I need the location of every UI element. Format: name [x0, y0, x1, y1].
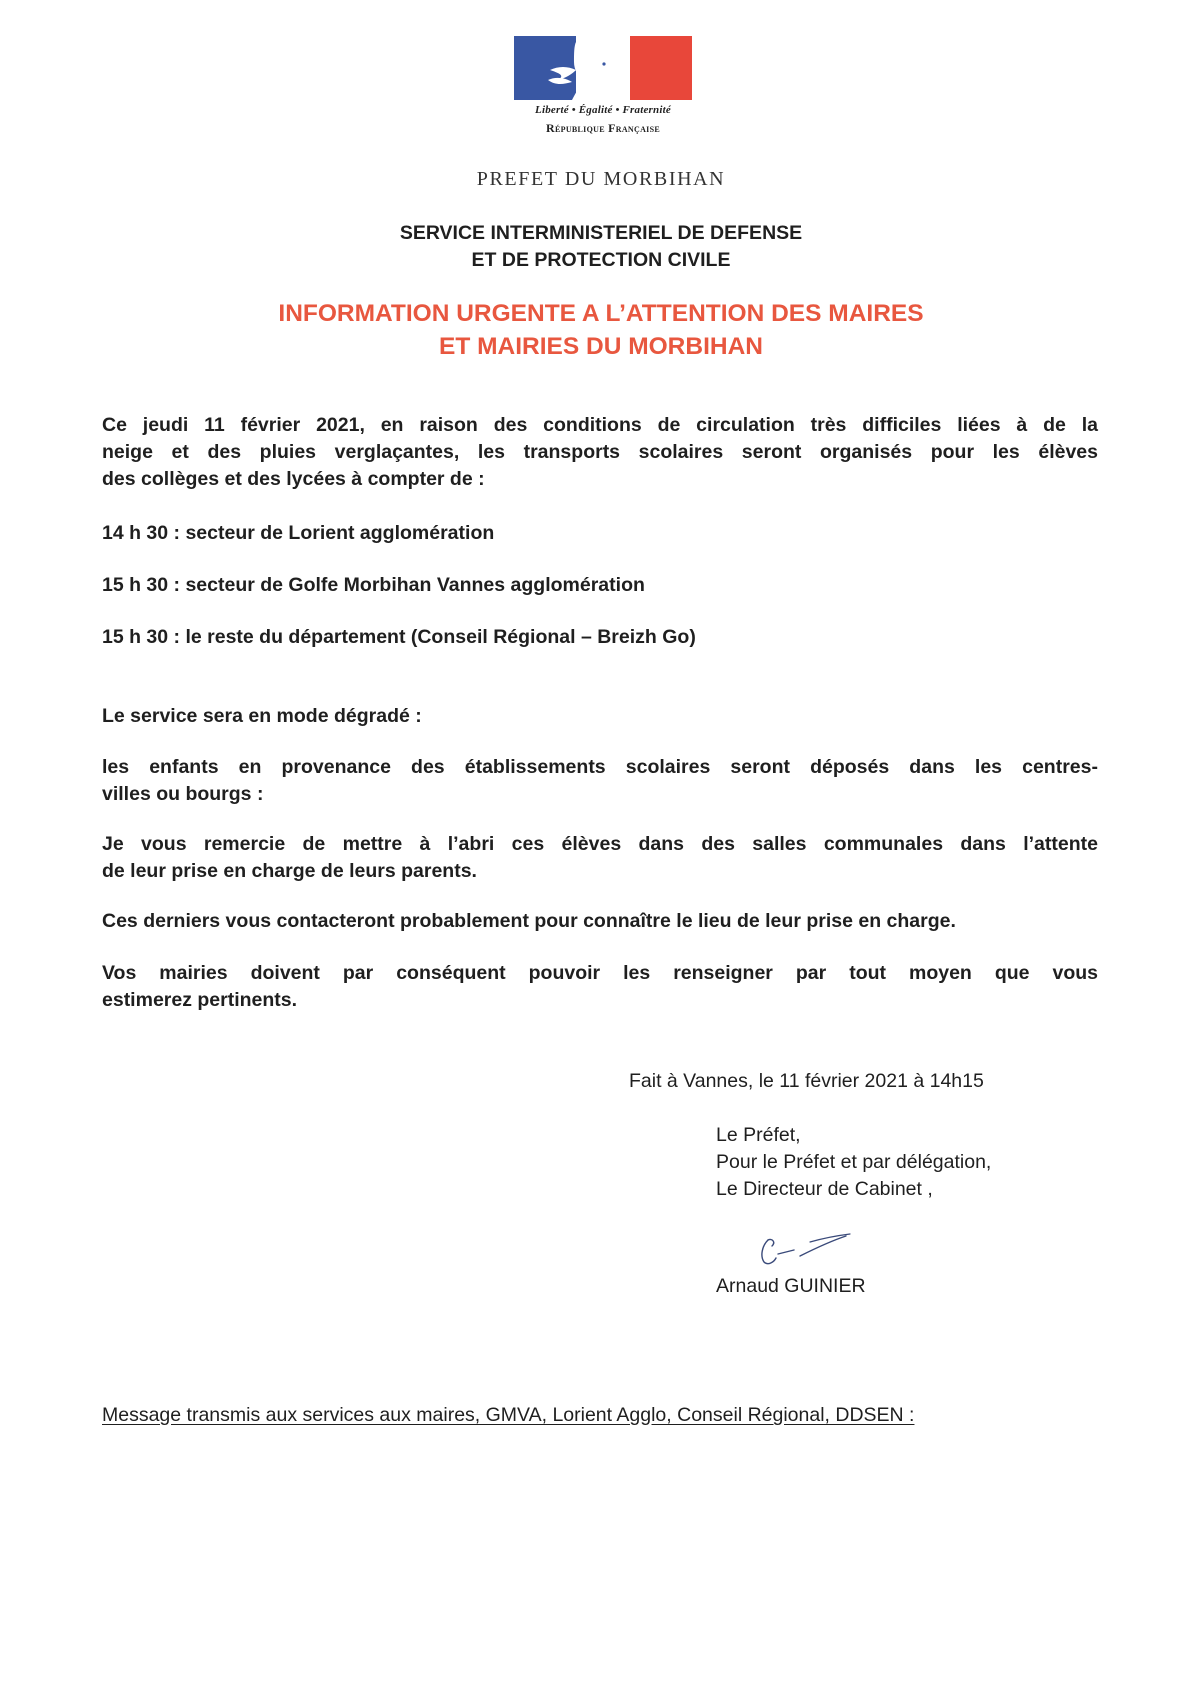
contact-line: Ces derniers vous contacteront probablement pour connaître le lieu de leur prise en charge. — [102, 910, 956, 932]
transmission-note: Message transmis aux services aux maires, GMVA, Lorient Agglo, Conseil Régional, DDSEN : — [102, 1404, 915, 1426]
schedule-line-3: 15 h 30 : le reste du département (Conseil Régional – Breizh Go) — [102, 626, 696, 648]
signatory-name: Arnaud GUINIER — [716, 1275, 866, 1297]
marianne-logo — [514, 36, 692, 100]
intro-line-1: Ce jeudi 11 février 2021, en raison des conditions de circulation très difficiles liées à de la — [102, 414, 1098, 436]
contact-paragraph — [102, 908, 1098, 935]
service-heading — [0, 220, 1202, 274]
inform-line-2: estimerez pertinents. — [102, 989, 298, 1011]
children-line-1: les enfants en provenance des établissements scolaires seront déposés dans les centres- — [102, 756, 1098, 778]
degraded-mode — [102, 703, 1098, 730]
urgent-title-line-1: INFORMATION URGENTE A L’ATTENTION DES MAIRES — [278, 300, 924, 327]
urgent-title — [0, 297, 1202, 363]
republic-motto: Liberté • Égalité • Fraternité — [535, 104, 671, 116]
inform-line-1: Vos mairies doivent par conséquent pouvoir les renseigner par tout moyen que vous — [102, 962, 1098, 984]
service-line-2: ET DE PROTECTION CIVILE — [471, 249, 731, 271]
prefecture-name: PREFET DU MORBIHAN — [476, 168, 726, 190]
schedule-line-2: 15 h 30 : secteur de Golfe Morbihan Vannes agglomération — [102, 574, 645, 596]
children-paragraph — [102, 754, 1098, 808]
republic-name: République Française — [546, 121, 660, 135]
role-line-1: Le Préfet, — [716, 1124, 801, 1146]
schedule-vannes — [102, 572, 1098, 599]
urgent-title-line-2: ET MAIRIES DU MORBIHAN — [439, 333, 763, 360]
children-line-2: villes ou bourgs : — [102, 783, 264, 805]
shelter-line-2: de leur prise en charge de leurs parents. — [102, 860, 477, 882]
role-line-3: Le Directeur de Cabinet , — [716, 1178, 933, 1200]
schedule-department — [102, 624, 1098, 651]
role-line-2: Pour le Préfet et par délégation, — [716, 1151, 992, 1173]
place-date: Fait à Vannes, le 11 février 2021 à 14h15 — [629, 1070, 984, 1092]
schedule-lorient — [102, 520, 1098, 547]
service-line-1: SERVICE INTERMINISTERIEL DE DEFENSE — [399, 222, 803, 244]
schedule-line-1: 14 h 30 : secteur de Lorient agglomération — [102, 522, 495, 544]
degraded-line: Le service sera en mode dégradé : — [102, 705, 422, 727]
signatory-roles — [716, 1122, 991, 1203]
shelter-line-1: Je vous remercie de mettre à l’abri ces élèves dans des salles communales dans l’attente — [102, 833, 1098, 855]
intro-line-3: des collèges et des lycées à compter de : — [102, 468, 485, 490]
inform-paragraph — [102, 960, 1098, 1014]
shelter-paragraph — [102, 831, 1098, 885]
handwritten-signature — [750, 1228, 870, 1278]
intro-line-2: neige et des pluies verglaçantes, les transports scolaires seront organisés pour les élèves — [102, 441, 1098, 463]
intro-paragraph — [102, 412, 1098, 493]
